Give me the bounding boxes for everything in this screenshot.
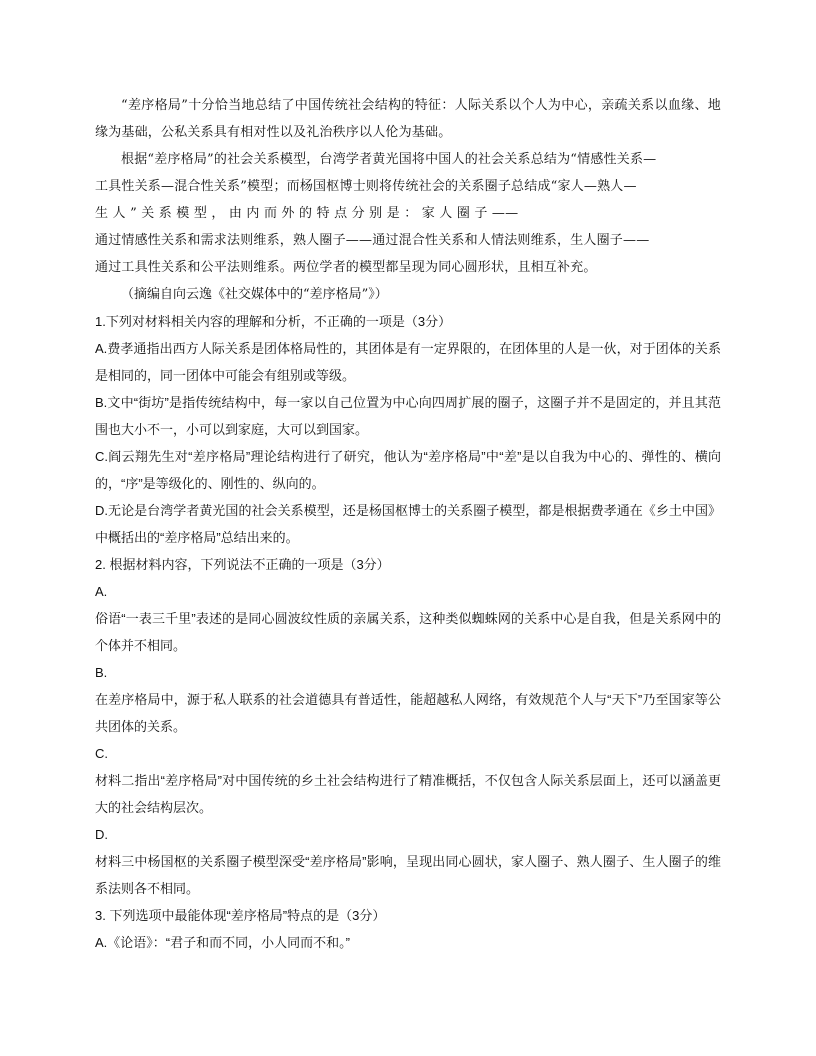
question-stem: 2. 根据材料内容，下列说法不正确的一项是（3分） [95,557,390,572]
question-stem: 3. 下列选项中最能体现“差序格局”特点的是（3分） [95,908,386,923]
question-1 [95,308,721,551]
option-a: A.《论语》：“君子和而不同，小人同而不和。” [95,935,350,950]
question-2 [95,551,721,902]
question-stem: 1.下列对材料相关内容的理解和分析，不正确的一项是（3分） [95,314,452,329]
passage-line: 根据“差序格局”的社会关系模型，台湾学者黄光国将中国人的社会关系总结为“情感性关系— [121,152,657,167]
passage-line: 生 人 ” 关 系 模 型 ， 由 内 而 外 的 特 点 分 别 是 ： 家 人 圈 子 —— [95,206,519,221]
passage-line: 通过情感性关系和需求法则维系，熟人圈子——通过混合性关系和人情法则维系，生人圈子—— [95,233,650,248]
option-a-text: 俗语“一表三千里”表述的是同心圆波纹性质的亲属关系，这种类似蜘蛛网的关系中心是自我，但是关系网中的个体并不相同。 [95,611,721,653]
passage-line: 工具性关系—混合性关系”模型；而杨国枢博士则将传统社会的关系圈子总结成“家人—熟人— [95,179,637,194]
passage-line: 通过工具性关系和公平法则维系。两位学者的模型都呈现为同心圆形状，且相互补充。 [95,260,597,275]
option-b-text: 在差序格局中，源于私人联系的社会道德具有普适性，能超越私人网络，有效规范个人与“天下”乃至国家等公共团体的关系。 [95,692,721,734]
option-d-letter: D. [95,827,108,842]
option-d: D.无论是台湾学者黄光国的社会关系模型，还是杨国枢博士的关系圈子模型，都是根据费孝通在《乡土中国》中概括出的“差序格局”总结出来的。 [95,503,721,545]
option-c-text: 材料二指出“差序格局”对中国传统的乡土社会结构进行了精准概括，不仅包含人际关系层面上，还可以涵盖更大的社会结构层次。 [95,773,721,815]
question-3 [95,902,721,956]
option-a: A.费孝通指出西方人际关系是团体格局性的，其团体是有一定界限的，在团体里的人是一伙，对于团体的关系是相同的，同一团体中可能会有组别或等级。 [95,341,721,383]
option-a-letter: A. [95,584,108,599]
option-b: B.文中“街坊”是指传统结构中，每一家以自己位置为中心向四周扩展的圈子，这圈子并不是固定的，并且其范围也大小不一，小可以到家庭，大可以到国家。 [95,395,721,437]
option-d-text: 材料三中杨国枢的关系圈子模型深受“差序格局”影响，呈现出同心圆状，家人圈子、熟人圈子、生人圈子的维系法则各不相同。 [95,854,721,896]
document-body [95,92,721,956]
option-c: C.阎云翔先生对“差序格局”理论结构进行了研究，他认为“差序格局”中“差”是以自我为中心的、弹性的、横向的，“序”是等级化的、刚性的、纵向的。 [95,449,721,491]
passage-source: （摘编自向云逸《社交媒体中的“差序格局”》） [121,287,388,302]
option-c-letter: C. [95,746,108,761]
option-b-letter: B. [95,665,108,680]
passage-paragraph-2 [95,146,721,281]
passage-paragraph-1: “差序格局”十分恰当地总结了中国传统社会结构的特征：人际关系以个人为中心，亲疏关系以血缘、地缘为基础，公私关系具有相对性以及礼治秩序以人伦为基础。 [95,98,721,140]
